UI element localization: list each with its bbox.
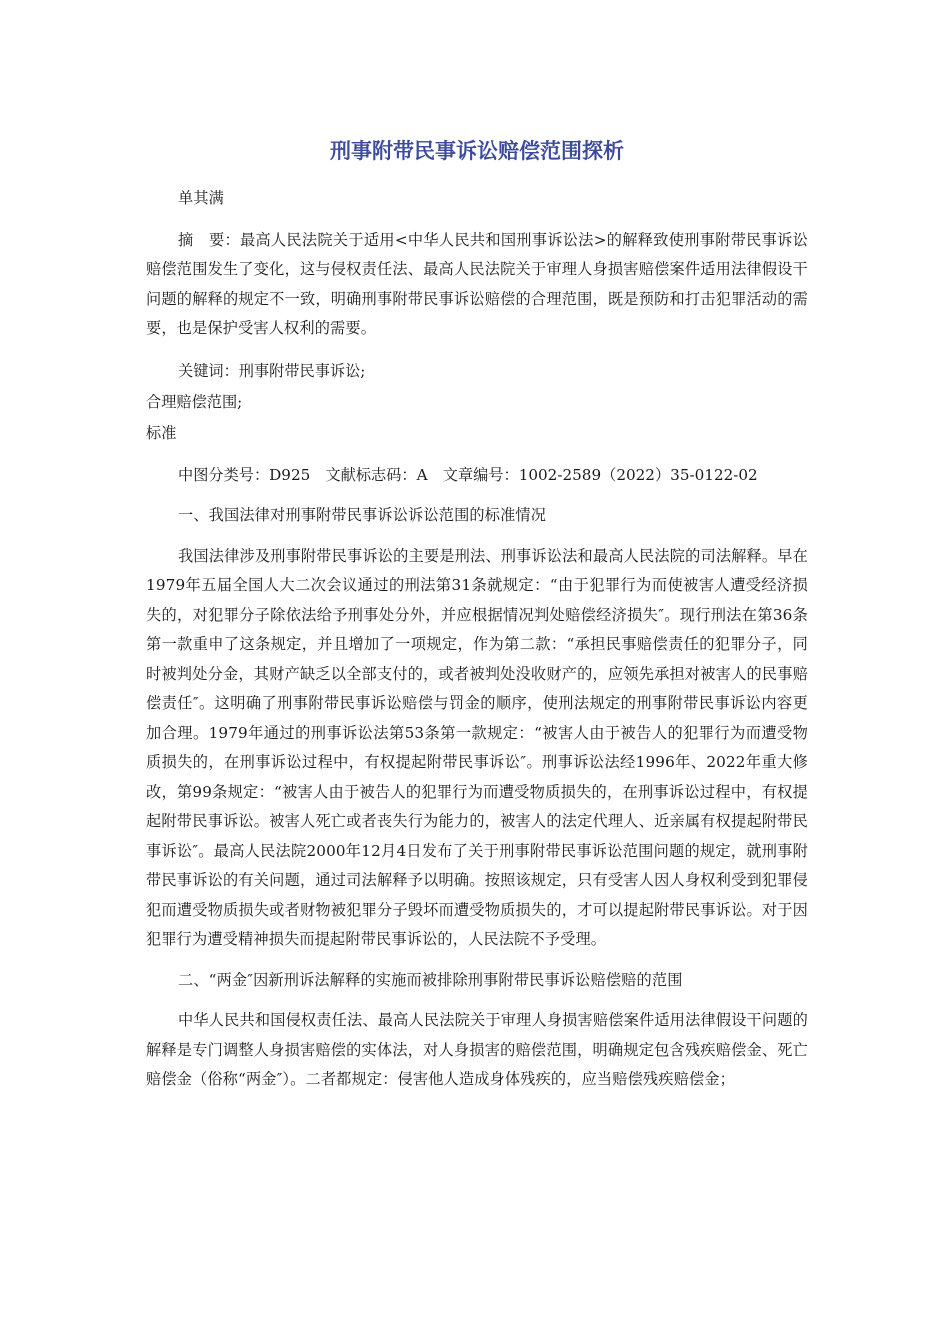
keyword-line: 标准 (146, 423, 177, 442)
abstract-paragraph: 摘 要：最高人民法院关于适用<中华人民共和国刑事诉讼法>的解释致使刑事附带民事诉讼赔偿范围发生了变化，这与侵权责任法、最高人民法院关于审理人身损害赔偿案件适用法律假设干问题的解释的规定不一致，明确刑事附带民事诉讼赔偿的合理范围，既是预防和打击犯罪活动的需要，也是保护受害人权利的需要。 (146, 230, 808, 337)
keyword-line: 关键词：刑事附带民事诉讼; (178, 361, 366, 380)
body-paragraph-1: 我国法律涉及刑事附带民事诉讼的主要是刑法、刑事诉讼法和最高人民法院的司法解释。早在1979年五届全国人大二次会议通过的刑法第31条就规定：“由于犯罪行为而使被害人遭受经济损失的，对犯罪分子除依法给予刑事处分外，并应根据情况判处赔偿经济损失″。现行刑法在第36条第一款重申了这条规定，并且增加了一项规定，作为第二款：“承担民事赔偿责任的犯罪分子，同时被判处分金，其财产缺乏以全部支付的，或者被判处没收财产的，应领先承担对被害人的民事赔偿责任″。这明确了刑事附带民事诉讼赔偿与罚金的顺序，使刑法规定的刑事附带民事诉讼内容更加合理。1979年通过的刑事诉讼法第53条第一款规定：“被害人由于被告人的犯罪行为而遭受物质损失的，在刑事诉讼过程中，有权提起附带民事诉讼″。刑事诉讼法经1996年、2022年重大修改，第99条规定：“被害人由于被告人的犯罪行为而遭受物质损失的，在刑事诉讼过程中，有权提起附带民事诉讼。被害人死亡或者丧失行为能力的，被害人的法定代理人、近亲属有权提起附带民事诉讼″。最高人民法院2000年12月4日发布了关于刑事附带民事诉讼范围问题的规定，就刑事附带民事诉讼的有关问题，通过司法解释予以明确。按照该规定，只有受害人因人身权利受到犯罪侵犯而遭受物质损失或者财物被犯罪分子毁坏而遭受物质损失的，才可以提起附带民事诉讼。对于因犯罪行为遭受精神损失而提起附带民事诉讼的，人民法院不予受理。 (146, 546, 808, 948)
section-heading-1: 一、我国法律对刑事附带民事诉讼诉讼范围的标准情况 (178, 506, 547, 524)
author-name: 单其满 (178, 189, 225, 207)
section-heading-2: 二、“两金″因新刑诉法解释的实施而被排除刑事附带民事诉讼赔偿赔的范围 (178, 970, 683, 989)
body-paragraph-2: 中华人民共和国侵权责任法、最高人民法院关于审理人身损害赔偿案件适用法律假设干问题的解释是专门调整人身损害赔偿的实体法，对人身损害的赔偿范围，明确规定包含残疾赔偿金、死亡赔偿金（俗称“两金″）。二者都规定：侵害他人造成身体残疾的，应当赔偿残疾赔偿金； (146, 1011, 808, 1088)
article-title: 刑事附带民事诉讼赔偿范围探析 (330, 139, 624, 163)
classification-line: 中图分类号：D925 文献标志码：A 文章编号：1002-2589（2022）35-0122-02 (178, 465, 758, 484)
document-page (146, 0, 808, 1095)
keyword-line: 合理赔偿范围; (146, 392, 243, 411)
keywords-block (146, 356, 808, 449)
